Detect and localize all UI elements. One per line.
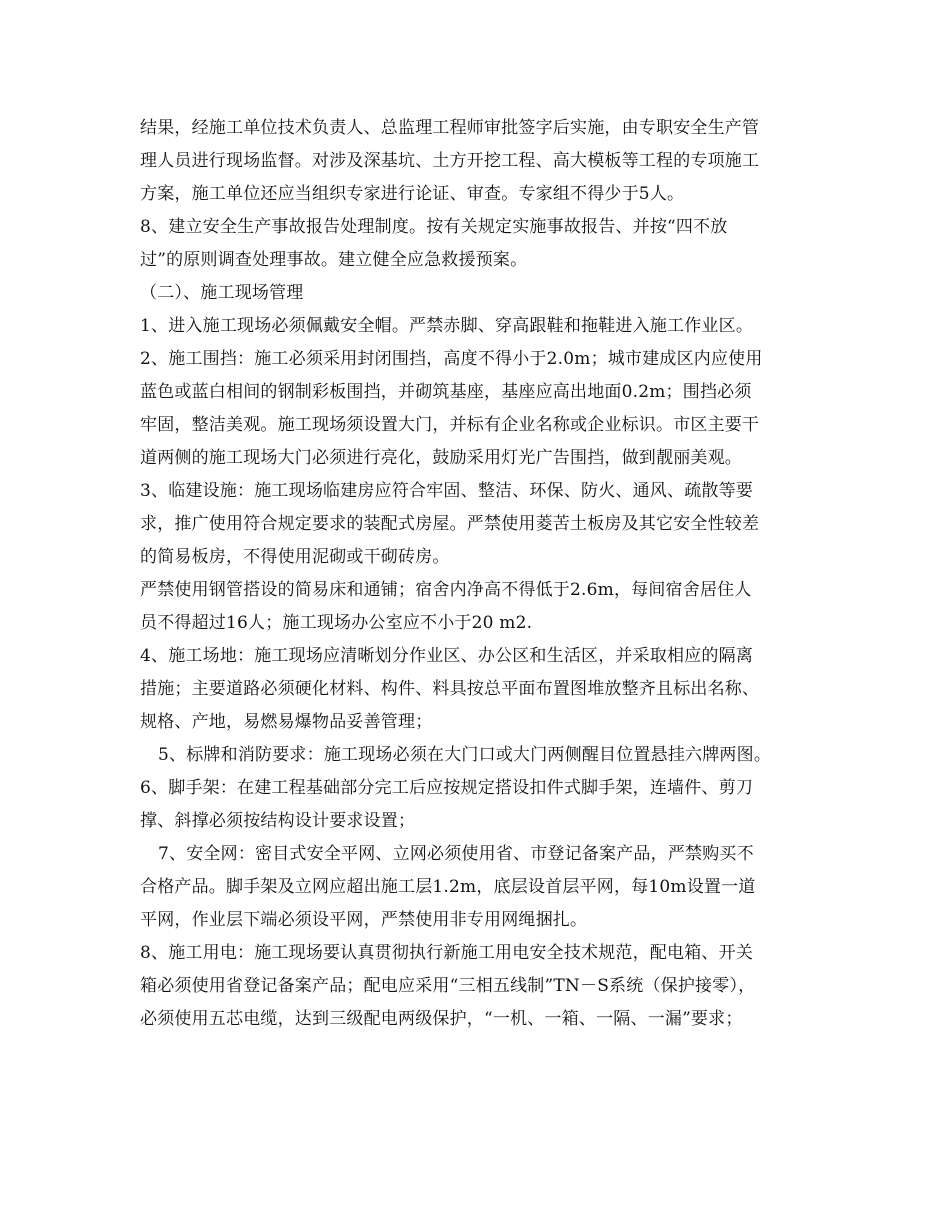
text-line: 6、脚手架：在建工程基础部分完工后应按规定搭设扣件式脚手架，连墙件、剪刀 <box>140 778 754 798</box>
text-line: 5、标牌和消防要求：施工现场必须在大门口或大门两侧醒目位置悬挂六牌两图。 <box>158 745 772 765</box>
text-line: 理人员进行现场监督。对涉及深基坑、土方开挖工程、高大模板等工程的专项施工 <box>140 151 760 171</box>
text-line: 过”的原则调查处理事故。建立健全应急救援预案。 <box>140 250 528 270</box>
text-line: 平网，作业层下端必须设平网，严禁使用非专用网绳捆扎。 <box>140 910 588 930</box>
text-line: 箱必须使用省登记备案产品；配电应采用“三相五线制”TN－S系统（保护接零）， <box>140 976 756 996</box>
text-line: 严禁使用钢管搭设的简易床和通铺；宿舍内净高不得低于2.6m，每间宿舍居住人 <box>140 580 752 600</box>
text-line: 的简易板房，不得使用泥砌或干砌砖房。 <box>140 547 450 567</box>
document-body <box>140 112 812 1036</box>
section-heading: （二）、施工现场管理 <box>140 283 304 303</box>
text-line: 必须使用五芯电缆，达到三级配电两级保护，“一机、一箱、一隔、一漏”要求； <box>140 1009 743 1029</box>
text-line: 道两侧的施工现场大门必须进行亮化，鼓励采用灯光广告围挡，做到靓丽美观。 <box>140 448 742 468</box>
text-line: 牢固，整洁美观。施工现场须设置大门，并标有企业名称或企业标识。市区主要干 <box>140 415 760 435</box>
text-line: 4、施工场地：施工现场应清晰划分作业区、办公区和生活区，并采取相应的隔离 <box>140 646 754 666</box>
text-line: 1、进入施工现场必须佩戴安全帽。严禁赤脚、穿高跟鞋和拖鞋进入施工作业区。 <box>140 316 754 336</box>
text-line: 合格产品。脚手架及立网应超出施工层1.2m，底层设首层平网，每10m设置一道 <box>140 877 756 897</box>
text-line: 求，推广使用符合规定要求的装配式房屋。严禁使用菱苦土板房及其它安全性较差 <box>140 514 760 534</box>
text-line: 结果，经施工单位技术负责人、总监理工程师审批签字后实施，由专职安全生产管 <box>140 118 760 138</box>
text-line: 8、建立安全生产事故报告处理制度。按有关规定实施事故报告、并按“四不放 <box>140 217 728 237</box>
text-line: 3、临建设施：施工现场临建房应符合牢固、整洁、环保、防火、通风、疏散等要 <box>140 481 754 501</box>
text-line: 措施；主要道路必须硬化材料、构件、料具按总平面布置图堆放整齐且标出名称、 <box>140 679 760 699</box>
text-line: 撑、斜撑必须按结构设计要求设置； <box>140 811 416 831</box>
text-line: 员不得超过16人；施工现场办公室应不小于20 m2. <box>140 613 533 633</box>
text-line: 方案，施工单位还应当组织专家进行论证、审查。专家组不得少于5人。 <box>140 184 685 204</box>
text-line: 8、施工用电：施工现场要认真贯彻执行新施工用电安全技术规范，配电箱、开关 <box>140 943 754 963</box>
text-line: 蓝色或蓝白相间的钢制彩板围挡，并砌筑基座，基座应高出地面0.2m；围挡必须 <box>140 382 752 402</box>
text-line: 7、安全网：密目式安全平网、立网必须使用省、市登记备案产品，严禁购买不 <box>158 844 754 864</box>
text-line: 2、施工围挡：施工必须采用封闭围挡，高度不得小于2.0m；城市建成区内应使用 <box>140 349 763 369</box>
text-line: 规格、产地，易燃易爆物品妥善管理； <box>140 712 433 732</box>
